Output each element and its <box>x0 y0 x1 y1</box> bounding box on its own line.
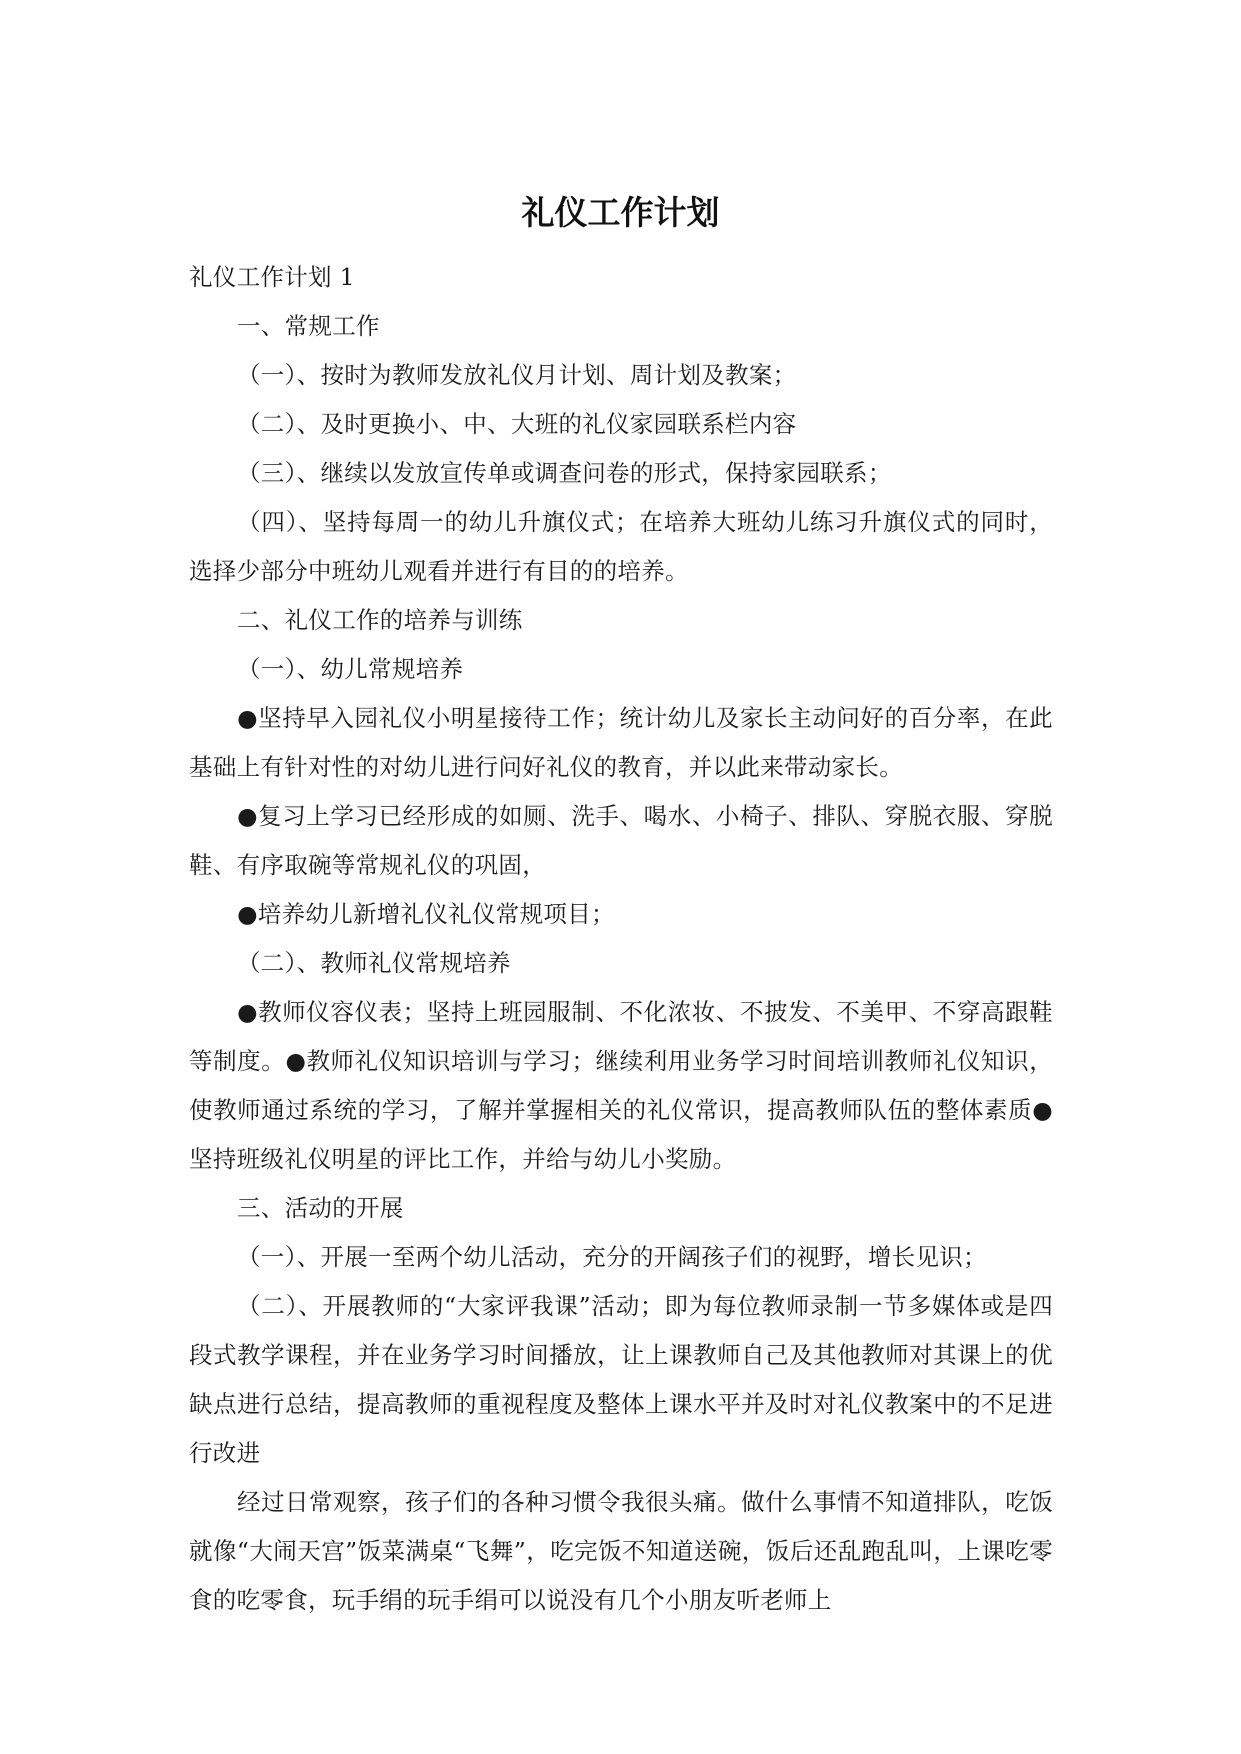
paragraph: （一）、开展一至两个幼儿活动，充分的开阔孩子们的视野，增长见识； <box>237 1243 987 1271</box>
paragraph: 经过日常观察，孩子们的各种习惯令我很头痛。做什么事情不知道排队，吃饭就像“大闹天宫”饭菜满桌“飞舞”，吃完饭不知道送碗，饭后还乱跑乱叫，上课吃零食的吃零食，玩手绢的玩手绢可以说没有几个小朋友听老师上 <box>189 1488 1053 1614</box>
subtitle: 礼仪工作计划 1 <box>189 263 355 291</box>
paragraph: （一）、按时为教师发放礼仪月计划、周计划及教案； <box>237 361 797 389</box>
bullet-paragraph: ●培养幼儿新增礼仪礼仪常规项目； <box>237 900 615 928</box>
bullet-paragraph: ●复习上学习已经形成的如厕、洗手、喝水、小椅子、排队、穿脱衣服、穿脱鞋、有序取碗等常规礼仪的巩固， <box>189 802 1053 879</box>
bullet-paragraph: ●坚持早入园礼仪小明星接待工作；统计幼儿及家长主动问好的百分率，在此基础上有针对性的对幼儿进行问好礼仪的教育，并以此来带动家长。 <box>189 704 1053 781</box>
subsection-heading: （二）、教师礼仪常规培养 <box>237 949 511 977</box>
paragraph: （四）、坚持每周一的幼儿升旗仪式；在培养大班幼儿练习升旗仪式的同时，选择少部分中班幼儿观看并进行有目的的培养。 <box>189 508 1053 585</box>
document-body <box>189 253 1053 1625</box>
bullet-paragraph: ●教师仪容仪表；坚持上班园服制、不化浓妆、不披发、不美甲、不穿高跟鞋等制度。●教师礼仪知识培训与学习；继续利用业务学习时间培训教师礼仪知识，使教师通过系统的学习，了解并掌握相关的礼仪常识，提高教师队伍的整体素质●坚持班级礼仪明星的评比工作，并给与幼儿小奖励。 <box>189 998 1053 1173</box>
paragraph: （三）、继续以发放宣传单或调查问卷的形式，保持家园联系； <box>237 459 892 487</box>
section-heading: 三、活动的开展 <box>237 1194 404 1222</box>
paragraph: （二）、开展教师的“大家评我课”活动；即为每位教师录制一节多媒体或是四段式教学课程，并在业务学习时间播放，让上课教师自己及其他教师对其课上的优缺点进行总结，提高教师的重视程度及整体上课水平并及时对礼仪教案中的不足进行改进 <box>189 1292 1053 1467</box>
section-heading: 一、常规工作 <box>237 312 380 340</box>
paragraph: （二）、及时更换小、中、大班的礼仪家园联系栏内容 <box>237 410 797 438</box>
subsection-heading: （一）、幼儿常规培养 <box>237 655 464 683</box>
document-title: 礼仪工作计划 <box>521 193 720 232</box>
section-heading: 二、礼仪工作的培养与训练 <box>237 606 523 634</box>
